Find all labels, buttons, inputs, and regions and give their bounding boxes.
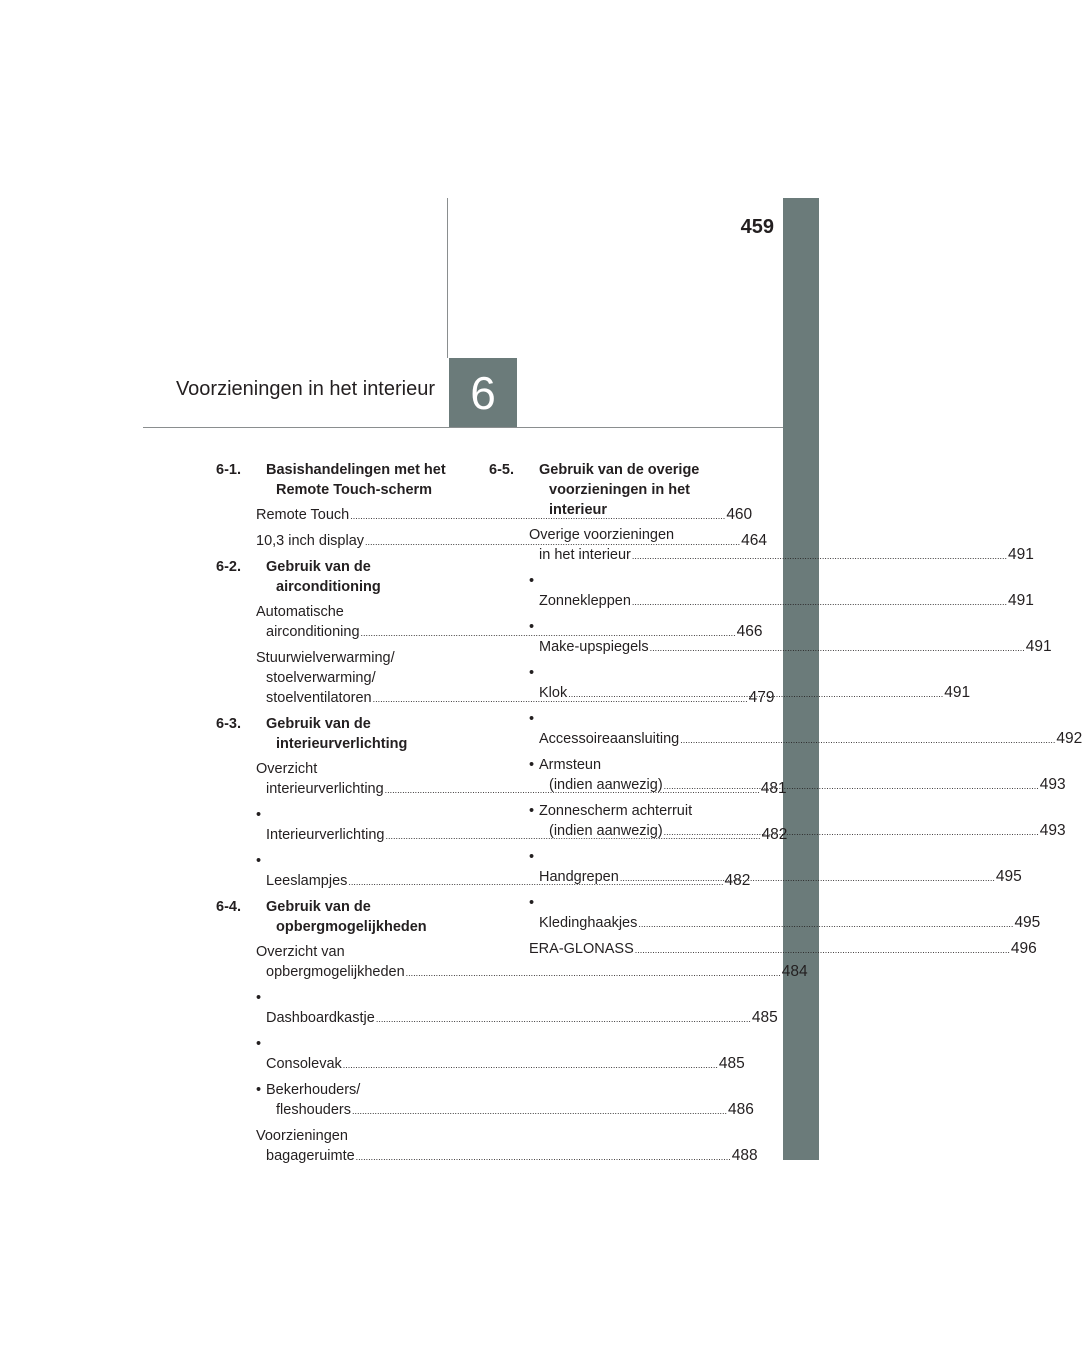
toc-page-ref[interactable]: 491 [944, 684, 971, 701]
bullet-icon: • [256, 1036, 262, 1052]
toc-page-ref[interactable]: 479 [748, 689, 775, 706]
toc-entry-line [256, 942, 466, 962]
bullet-icon: • [529, 573, 535, 589]
section-number: 6-4. [216, 899, 241, 915]
toc-entry-text: opbergmogelijkheden [266, 964, 405, 980]
dot-leader [650, 643, 1025, 653]
toc-section-heading [216, 897, 466, 937]
dot-leader [568, 689, 943, 699]
section-title-line: Gebruik van de [266, 716, 371, 732]
toc-entry[interactable] [489, 893, 1041, 934]
toc-entry-text: fleshouders [276, 1102, 351, 1118]
toc-entry-text: stoelventilatoren [266, 690, 372, 706]
bullet-icon: • [529, 619, 535, 635]
toc-entry-text: interieurverlichting [266, 781, 384, 797]
toc-entry[interactable] [489, 939, 1037, 960]
section-title-line: opbergmogelijkheden [276, 919, 427, 935]
chapter-thumb-tab [783, 198, 819, 1160]
toc-entry-text: Handgrepen [539, 869, 619, 885]
toc-entry-leader-line [256, 988, 778, 1029]
toc-page-ref[interactable]: 488 [731, 1147, 758, 1164]
section-title-line: Remote Touch-scherm [276, 482, 433, 498]
dot-leader [620, 873, 995, 883]
toc-page-ref[interactable]: 481 [760, 780, 787, 797]
toc-entry-text: Interieurverlichting [266, 827, 385, 843]
section-title-line: interieurverlichting [276, 736, 408, 752]
bullet-icon: • [529, 849, 535, 865]
toc-entry[interactable] [216, 1034, 745, 1075]
toc-entry-leader-line [529, 709, 1082, 750]
toc-entry-text: 10,3 inch display [256, 533, 365, 549]
toc-entry-text: Dashboardkastje [266, 1010, 375, 1026]
dot-leader [635, 945, 1010, 955]
toc-page-ref[interactable]: 496 [1010, 940, 1037, 957]
toc-entry-text: Voorzieningen [256, 1128, 348, 1144]
chapter-number-badge: 6 [449, 358, 517, 427]
bullet-icon: • [256, 853, 262, 869]
dot-leader [680, 735, 1055, 745]
toc-entry-text: bagageruimte [266, 1148, 355, 1164]
toc-page-ref[interactable]: 485 [718, 1055, 745, 1072]
section-title-line: Basishandelingen met het [266, 462, 446, 478]
toc-page-ref[interactable]: 464 [741, 532, 767, 549]
toc-page-ref[interactable]: 491 [1008, 592, 1034, 609]
toc-entry-text: Zonnescherm achterruit [539, 803, 693, 819]
bullet-icon: • [256, 990, 262, 1006]
dot-leader [664, 827, 1039, 837]
toc-page-ref[interactable]: 493 [1039, 822, 1066, 839]
toc-entry[interactable] [216, 1126, 758, 1167]
toc-entry-text: Bekerhouders/ [266, 1082, 361, 1098]
toc-page-ref[interactable]: 486 [728, 1101, 754, 1118]
toc-entry-leader-line [256, 962, 808, 983]
toc-entry-text: stoelverwarming/ [266, 670, 376, 686]
toc-entry-text: (indien aanwezig) [549, 777, 663, 793]
toc-page-ref[interactable]: 482 [724, 872, 751, 889]
toc-section-heading [216, 557, 466, 597]
dot-leader [638, 919, 1013, 929]
toc-entry[interactable] [489, 847, 1022, 888]
toc-entry-text: Overzicht [256, 761, 318, 777]
section-title-line: voorzieningen in het interieur [549, 482, 690, 518]
toc-page-ref[interactable]: 495 [1014, 914, 1041, 931]
toc-entry-text: Overige voorzieningen [529, 527, 675, 543]
toc-page-ref[interactable]: 466 [736, 623, 763, 640]
toc-entry-text: Accessoireaansluiting [539, 731, 680, 747]
dot-leader [356, 1152, 731, 1162]
toc-entry-leader-line [529, 893, 1041, 934]
toc-entry-leader-line [266, 1100, 754, 1121]
dot-leader [664, 781, 1039, 791]
toc-entry-line [529, 525, 739, 545]
dot-leader [406, 968, 781, 978]
toc-entry-line [256, 1126, 466, 1146]
dot-leader [343, 1060, 718, 1070]
bullet-icon: • [529, 895, 535, 911]
chapter-title: Voorzieningen in het interieur [175, 378, 435, 400]
toc-entry[interactable] [216, 602, 763, 643]
toc-entry-text: Kledinghaakjes [539, 915, 638, 931]
section-title-line: Gebruik van de [266, 899, 371, 915]
bullet-icon: • [529, 711, 535, 727]
toc-entry-line [529, 755, 739, 775]
toc-entry-text: Armsteun [539, 757, 602, 773]
toc-page-ref[interactable]: 485 [751, 1009, 778, 1026]
toc-entry-leader-line [529, 571, 1034, 612]
section-title [266, 714, 466, 754]
toc-page-ref[interactable]: 493 [1039, 776, 1066, 793]
toc-entry-leader-line [529, 847, 1022, 888]
dot-leader [632, 597, 1007, 607]
section-title-line: Gebruik van de airconditioning [266, 559, 381, 595]
section-title-line: Gebruik van de overige [539, 462, 700, 478]
toc-page-ref[interactable]: 491 [1025, 638, 1052, 655]
toc-entry-leader-line [529, 939, 1037, 960]
toc-entry[interactable] [216, 988, 778, 1029]
toc-entry-text: ERA-GLONASS [529, 941, 634, 957]
toc-page-ref[interactable]: 484 [781, 963, 808, 980]
toc-entry-text: in het interieur [539, 547, 631, 563]
toc-entry[interactable] [216, 505, 753, 526]
dot-leader [632, 551, 1007, 561]
toc-entry-text: Leeslampjes [266, 873, 348, 889]
bullet-icon: • [256, 1082, 262, 1098]
toc-entry-line [256, 1080, 466, 1100]
section-title [539, 460, 739, 520]
header-vertical-rule [447, 198, 448, 358]
toc-page-ref[interactable]: 495 [995, 868, 1022, 885]
section-title [266, 897, 466, 937]
toc-entry-leader-line [256, 622, 763, 643]
section-number: 6-1. [216, 462, 241, 478]
toc-section-heading [489, 460, 739, 520]
toc-entry-line [256, 602, 466, 622]
section-number: 6-2. [216, 559, 241, 575]
toc-page-ref[interactable]: 492 [1056, 730, 1082, 747]
toc-entry-text: Overzicht van [256, 944, 345, 960]
toc-entry-text: Stuurwielverwarming/ [256, 650, 395, 666]
toc-page-ref[interactable]: 491 [1007, 546, 1034, 563]
toc-entry-leader-line [529, 545, 1034, 566]
toc-entry-text: Consolevak [266, 1056, 342, 1072]
section-number: 6-5. [489, 462, 514, 478]
toc-entry[interactable] [489, 709, 1082, 750]
toc-entry-line [529, 801, 739, 821]
toc-entry-line [256, 668, 466, 688]
bullet-icon: • [529, 757, 535, 773]
section-title [266, 460, 466, 500]
dot-leader [352, 1106, 727, 1116]
toc-entry-text: Automatische [256, 604, 344, 620]
dot-leader [376, 1014, 751, 1024]
toc-entry[interactable] [489, 571, 1034, 612]
toc-section-heading [216, 460, 466, 500]
toc-entry-line [256, 759, 466, 779]
bullet-icon: • [256, 807, 262, 823]
toc-entry-leader-line [256, 505, 753, 526]
toc-entry-text: Klok [539, 685, 568, 701]
section-title [266, 557, 466, 597]
toc-entry-text: airconditioning [266, 624, 360, 640]
header-horizontal-rule [143, 427, 783, 428]
bullet-icon: • [529, 665, 535, 681]
toc-entry-leader-line [256, 1034, 745, 1075]
toc-entry-text: Make-upspiegels [539, 639, 649, 655]
toc-entry[interactable] [216, 1080, 754, 1121]
bullet-icon: • [529, 803, 535, 819]
toc-entry-line [256, 648, 466, 668]
toc-page-ref[interactable]: 460 [726, 506, 753, 523]
toc-page-ref[interactable]: 482 [761, 826, 788, 843]
toc-entry-text: Remote Touch [256, 507, 350, 523]
toc-entry-leader-line [256, 1146, 758, 1167]
section-number: 6-3. [216, 716, 241, 732]
page-number: 459 [740, 216, 774, 238]
toc-entry-text: Zonnekleppen [539, 593, 631, 609]
toc-entry-text: (indien aanwezig) [549, 823, 663, 839]
toc-section-heading [216, 714, 466, 754]
